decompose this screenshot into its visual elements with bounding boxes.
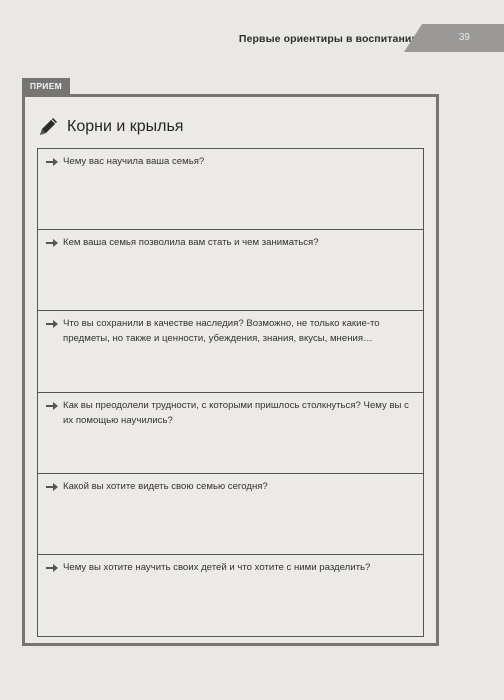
question-text: Чему вас научила ваша семья? [63, 156, 205, 167]
question-text: Кем ваша семья позволила вам стать и чем заниматься? [63, 237, 319, 248]
page-number: 39 [458, 32, 470, 43]
arrow-right-icon [46, 157, 58, 167]
questions-table [37, 148, 424, 637]
arrow-right-icon [46, 238, 58, 248]
page-number-tab [422, 24, 504, 52]
arrow-right-icon [46, 401, 58, 411]
chapter-title: Первые ориентиры в воспитании [238, 33, 418, 45]
question-text: Какой вы хотите видеть свою семью сегодня? [63, 481, 268, 492]
arrow-right-icon [46, 482, 58, 492]
arrow-right-icon [46, 563, 58, 573]
question-row[interactable] [37, 149, 424, 230]
question-text: Чему вы хотите научить своих детей и что хотите с ними разделить? [63, 562, 371, 573]
question-text: Что вы сохранили в качестве наследия? Возможно, не только какие-то предметы, но также и ценности, убеждения, знания, вкусы, мнения… [63, 318, 380, 344]
question-row[interactable] [37, 230, 424, 311]
question-row[interactable] [37, 311, 424, 393]
question-row[interactable] [37, 555, 424, 637]
question-row[interactable] [37, 474, 424, 555]
card-heading [37, 115, 183, 139]
pencil-icon [37, 116, 59, 138]
card-title: Корни и крылья [67, 118, 184, 135]
arrow-right-icon [46, 319, 58, 329]
question-row[interactable] [37, 393, 424, 474]
running-header [0, 24, 504, 52]
section-tag: ПРИЕМ [22, 78, 70, 94]
exercise-card [22, 94, 439, 646]
question-text: Как вы преодолели трудности, с которыми пришлось столкнуться? Чему вы с их помощью научились? [63, 400, 409, 426]
